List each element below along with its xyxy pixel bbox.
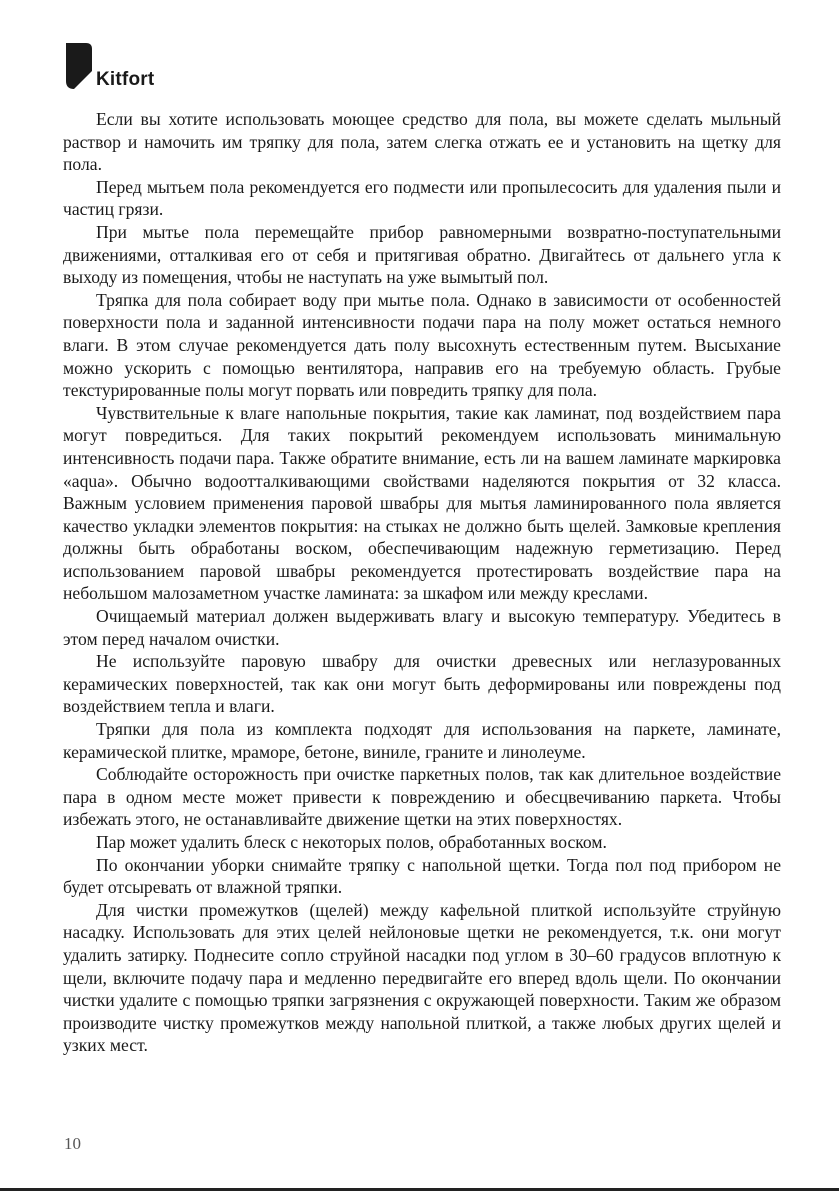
paragraph: Чувствительные к влаге напольные покрытия, такие как ламинат, под воздействием пара могут повредиться. Для таких покрытий рекомендуем использовать минимальную интенсивность подачи пара. Также обратите внимание, есть ли на вашем ламинате маркировка «aqua». Обычно водоотталкивающими свойствами наделяются покрытия от 32 класса. Важным условием применения паровой швабры для мытья ламинированного пола является качество укладки элементов покрытия: на стыках не должно быть щелей. Замковые крепления должны быть обработаны воском, обеспечивающим надежную герметизацию. Перед использованием паровой швабры рекомендуется протестировать воздействие пара на небольшом малозаметном участке ламината: за шкафом или между креслами.	[63, 402, 781, 604]
kitfort-logo-icon	[66, 43, 92, 89]
paragraph: Не используйте паровую швабру для очистки древесных или неглазурованных керамических поверхностей, так как они могут быть деформированы или повреждены под воздействием тепла и влаги.	[63, 651, 781, 717]
paragraph: Тряпки для пола из комплекта подходят для использования на паркете, ламинате, керамической плитке, мраморе, бетоне, виниле, граните и линолеуме.	[63, 719, 781, 762]
paragraph: Для чистки промежутков (щелей) между кафельной плиткой используйте струйную насадку. Использовать для этих целей нейлоновые щетки не рекомендуется, т.к. они могут удалить затирку. Поднесите сопло струйной насадки под углом в 30–60 градусов вплотную к щели, включите подачу пара и медленно передвигайте его вперед вдоль щели. По окончании чистки удалите с помощью тряпки загрязнения с окружающей поверхности. Таким же образом производите чистку промежутков между напольной плиткой, а также любых других щелей и узких мест.	[63, 899, 781, 1056]
paragraph: По окончании уборки снимайте тряпку с напольной щетки. Тогда пол под прибором не будет отсыревать от влажной тряпки.	[63, 854, 781, 898]
brand-name: Kitfort	[96, 69, 155, 90]
paragraph: Пар может удалить блеск с некоторых полов, обработанных воском.	[96, 832, 607, 852]
paragraph: Соблюдайте осторожность при очистке паркетных полов, так как длительное воздействие пара в одном месте может привести к повреждению и обесцвечиванию паркета. Чтобы избежать этого, не останавливайте движение щетки на этих поверхностях.	[63, 764, 781, 830]
page-number: 10	[64, 1134, 81, 1153]
brand-logo	[66, 43, 154, 89]
paragraph: При мытье пола перемещайте прибор равномерными возвратно-поступательными движениями, отталкивая его от себя и притягивая обратно. Двигайтесь от дальнего угла к выходу из помещения, чтобы не наступать на уже вымытый пол.	[63, 221, 781, 288]
paragraph: Перед мытьем пола рекомендуется его подмести или пропылесосить для удаления пыли и частиц грязи.	[63, 176, 781, 220]
manual-body	[63, 108, 781, 1057]
bottom-divider	[0, 1188, 839, 1191]
paragraph: Тряпка для пола собирает воду при мытье пола. Однако в зависимости от особенностей поверхности пола и заданной интенсивности подачи пара на полу может остаться немного влаги. В этом случае рекомендуется дать полу высохнуть естественным путем. Высыхание можно ускорить с помощью вентилятора, направив его на требуемую область. Грубые текстурированные полы могут порвать или повредить тряпку для пола.	[63, 289, 781, 401]
paragraph: Очищаемый материал должен выдерживать влагу и высокую температуру. Убедитесь в этом перед началом очистки.	[63, 606, 781, 649]
paragraph: Если вы хотите использовать моющее средство для пола, вы можете сделать мыльный раствор и намочить им тряпку для пола, затем слегка отжать ее и установить на щетку для пола.	[63, 109, 781, 175]
